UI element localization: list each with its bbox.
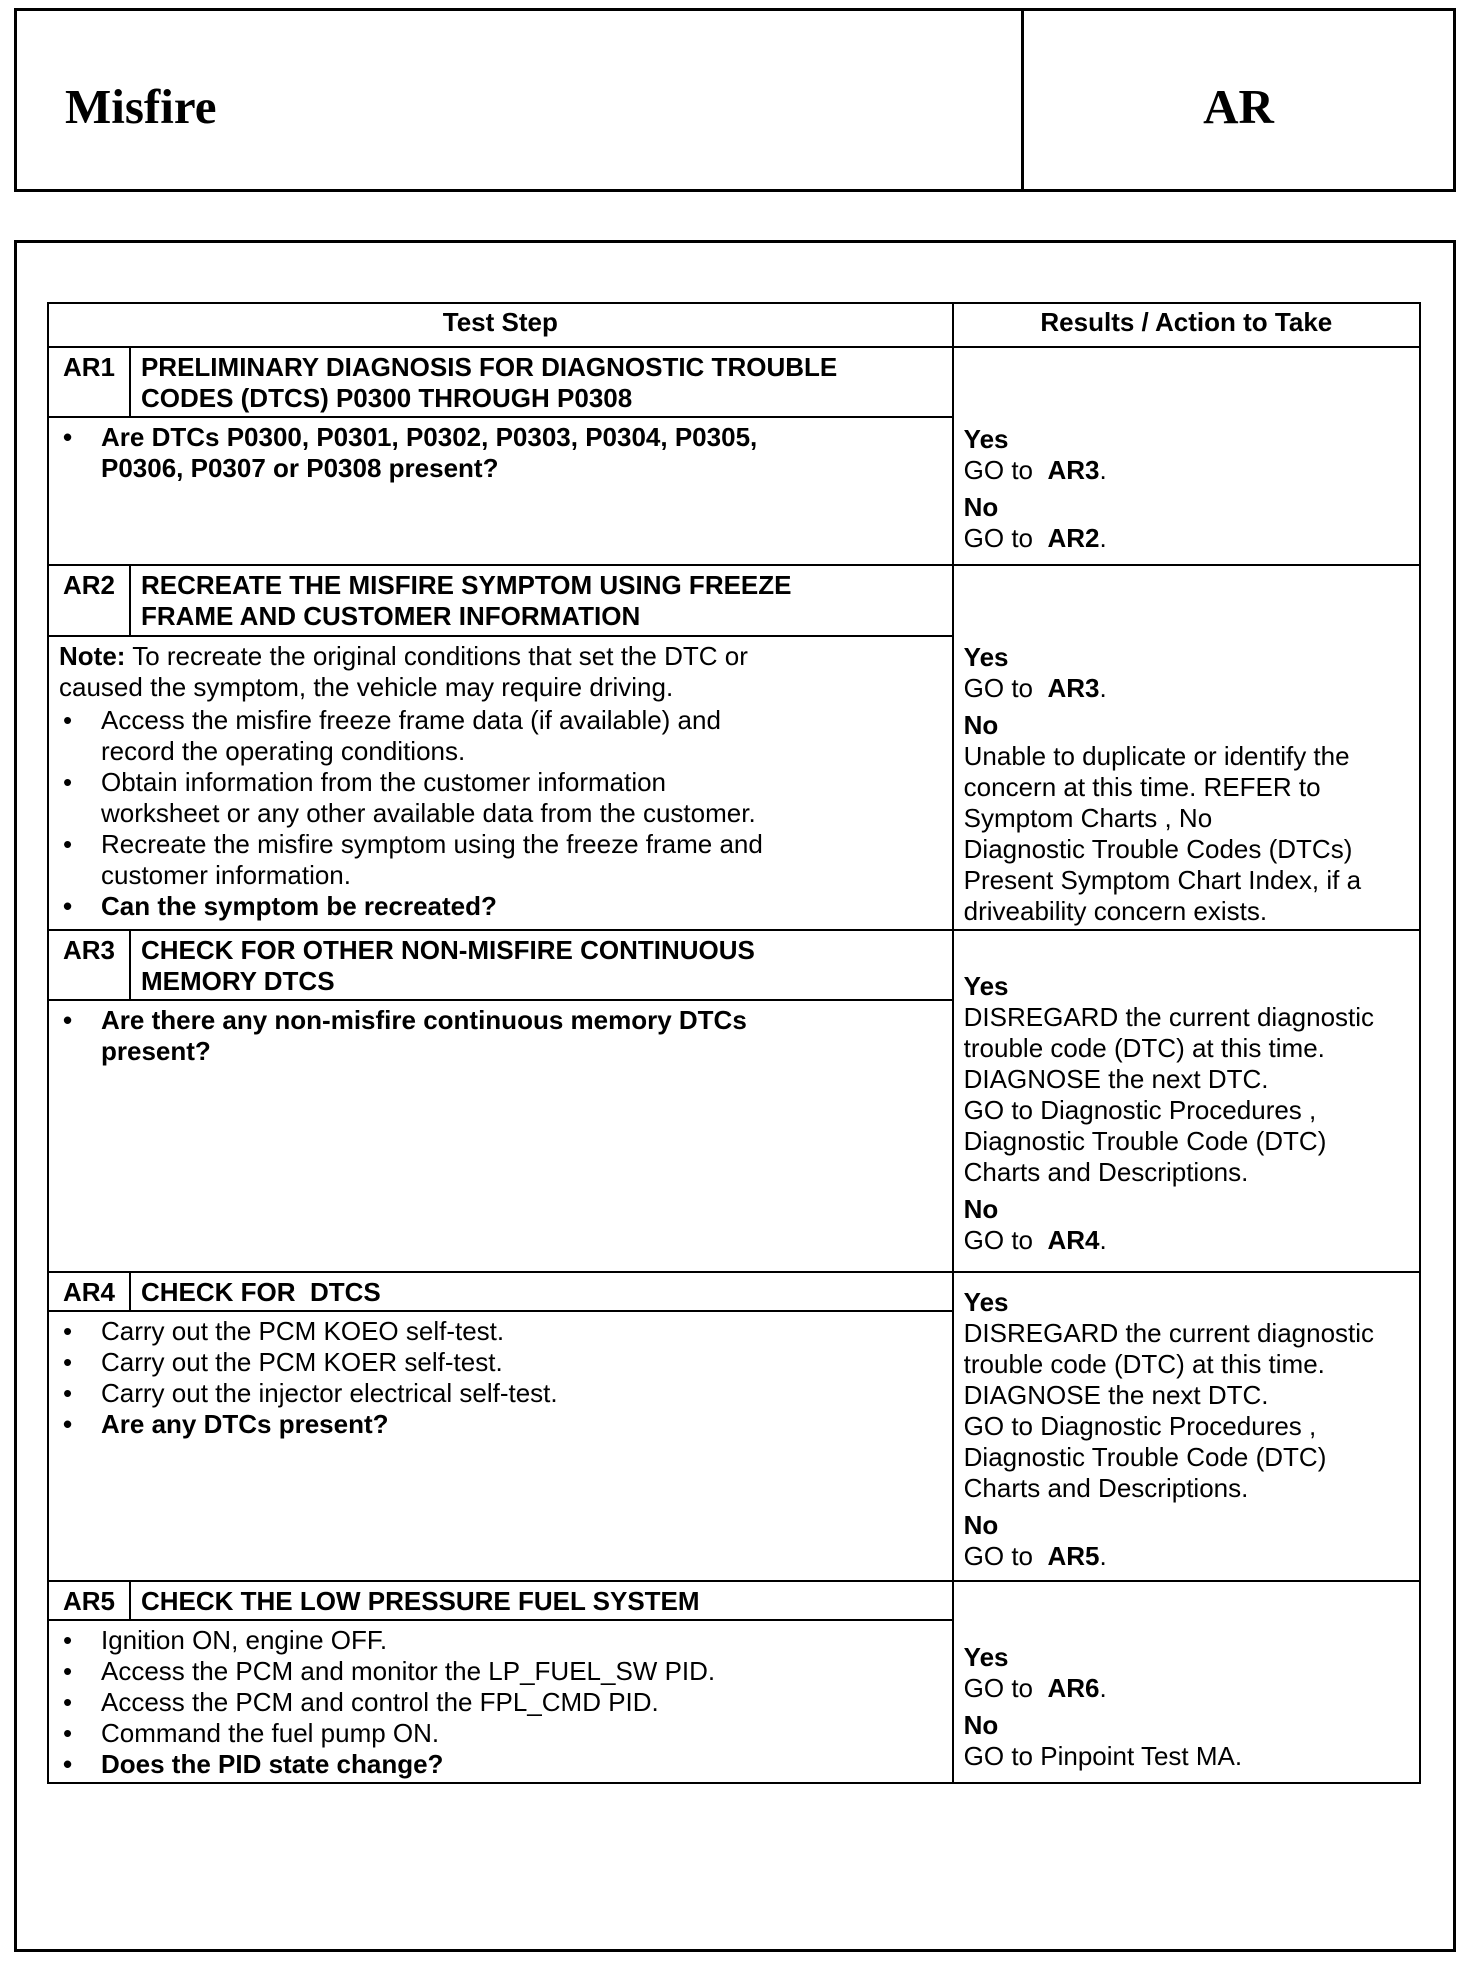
list-item: • Access the PCM and control the FPL_CMD PID. [59, 1687, 942, 1718]
list-item: • Recreate the misfire symptom using the freeze frame and customer information. [59, 829, 942, 891]
result-no: No GO to AR5. [963, 1510, 1107, 1571]
step-id: AR1 [48, 347, 130, 417]
list-item: • Access the misfire freeze frame data (if available) and record the operating conditions. [59, 705, 942, 767]
step-id: AR3 [48, 930, 130, 1000]
list-item: • Carry out the PCM KOEO self-test. [59, 1316, 942, 1347]
result-no: No Unable to duplicate or identify the concern at this time. REFER to Symptom Charts , No Diagnostic Trouble Codes (DTCs) Present Symptom Chart Index, if a driveability concern exists. [963, 710, 1362, 926]
result-yes: Yes GO to AR3. [963, 642, 1107, 703]
result-yes: Yes GO to AR3. [963, 424, 1107, 485]
step-results [953, 930, 1420, 1272]
result-no: No GO to Pinpoint Test MA. [963, 1710, 1243, 1771]
list-item: • Access the PCM and monitor the LP_FUEL_SW PID. [59, 1656, 942, 1687]
step-body [48, 1311, 953, 1581]
list-item: • Are any DTCs present? [59, 1409, 942, 1440]
step-body [48, 1620, 953, 1783]
step-id: AR4 [48, 1272, 130, 1311]
step-body [48, 1000, 953, 1272]
list-item: • Are DTCs P0300, P0301, P0302, P0303, P0304, P0305, P0306, P0307 or P0308 present? [59, 422, 942, 484]
step-title-row [48, 930, 1420, 1000]
step-title: CHECK FOR OTHER NON-MISFIRE CONTINUOUS MEMORY DTCS [130, 930, 953, 1000]
result-no: No GO to AR4. [963, 1194, 1107, 1255]
result-no: No GO to AR2. [963, 492, 1107, 553]
step-title: PRELIMINARY DIAGNOSIS FOR DIAGNOSTIC TROUBLE CODES (DTCS) P0300 THROUGH P0308 [130, 347, 953, 417]
step-results [953, 1272, 1420, 1581]
result-yes: Yes DISREGARD the current diagnostic trouble code (DTC) at this time. DIAGNOSE the next DTC. GO to Diagnostic Procedures , Diagnostic Trouble Code (DTC) Charts and Descriptions. [963, 971, 1375, 1187]
result-yes: Yes DISREGARD the current diagnostic trouble code (DTC) at this time. DIAGNOSE the next DTC. GO to Diagnostic Procedures , Diagnostic Trouble Code (DTC) Charts and Descriptions. [963, 1287, 1375, 1503]
step-title-row [48, 565, 1420, 636]
step-results [953, 1581, 1420, 1783]
header-test-step: Test Step [48, 303, 953, 347]
list-item: • Command the fuel pump ON. [59, 1718, 942, 1749]
step-title-row [48, 347, 1420, 417]
table-header-row [48, 303, 1420, 347]
page-header [14, 8, 1456, 192]
step-results [953, 347, 1420, 565]
step-results [953, 565, 1420, 930]
result-yes: Yes GO to AR6. [963, 1642, 1107, 1703]
note: Note: To recreate the original conditions that set the DTC or caused the symptom, the vehicle may require driving. [59, 641, 748, 703]
list-item: • Does the PID state change? [59, 1749, 942, 1780]
list-item: • Can the symptom be recreated? [59, 891, 942, 922]
step-title-row [48, 1581, 1420, 1620]
list-item: • Carry out the injector electrical self-test. [59, 1378, 942, 1409]
step-title: CHECK THE LOW PRESSURE FUEL SYSTEM [130, 1581, 953, 1620]
step-body [48, 636, 953, 930]
step-title: RECREATE THE MISFIRE SYMPTOM USING FREEZE FRAME AND CUSTOMER INFORMATION [130, 565, 953, 636]
section-code: AR [1203, 79, 1274, 134]
step-id: AR5 [48, 1581, 130, 1620]
list-item: • Obtain information from the customer information worksheet or any other available data from the customer. [59, 767, 942, 829]
list-item: • Are there any non-misfire continuous memory DTCs present? [59, 1005, 942, 1067]
page-title: Misfire [65, 79, 217, 134]
list-item: • Ignition ON, engine OFF. [59, 1625, 942, 1656]
step-id: AR2 [48, 565, 130, 636]
diagnostic-table [47, 302, 1421, 1784]
header-results: Results / Action to Take [953, 303, 1420, 347]
step-title: CHECK FOR DTCS [130, 1272, 953, 1311]
step-body [48, 417, 953, 565]
list-item: • Carry out the PCM KOER self-test. [59, 1347, 942, 1378]
step-title-row [48, 1272, 1420, 1311]
